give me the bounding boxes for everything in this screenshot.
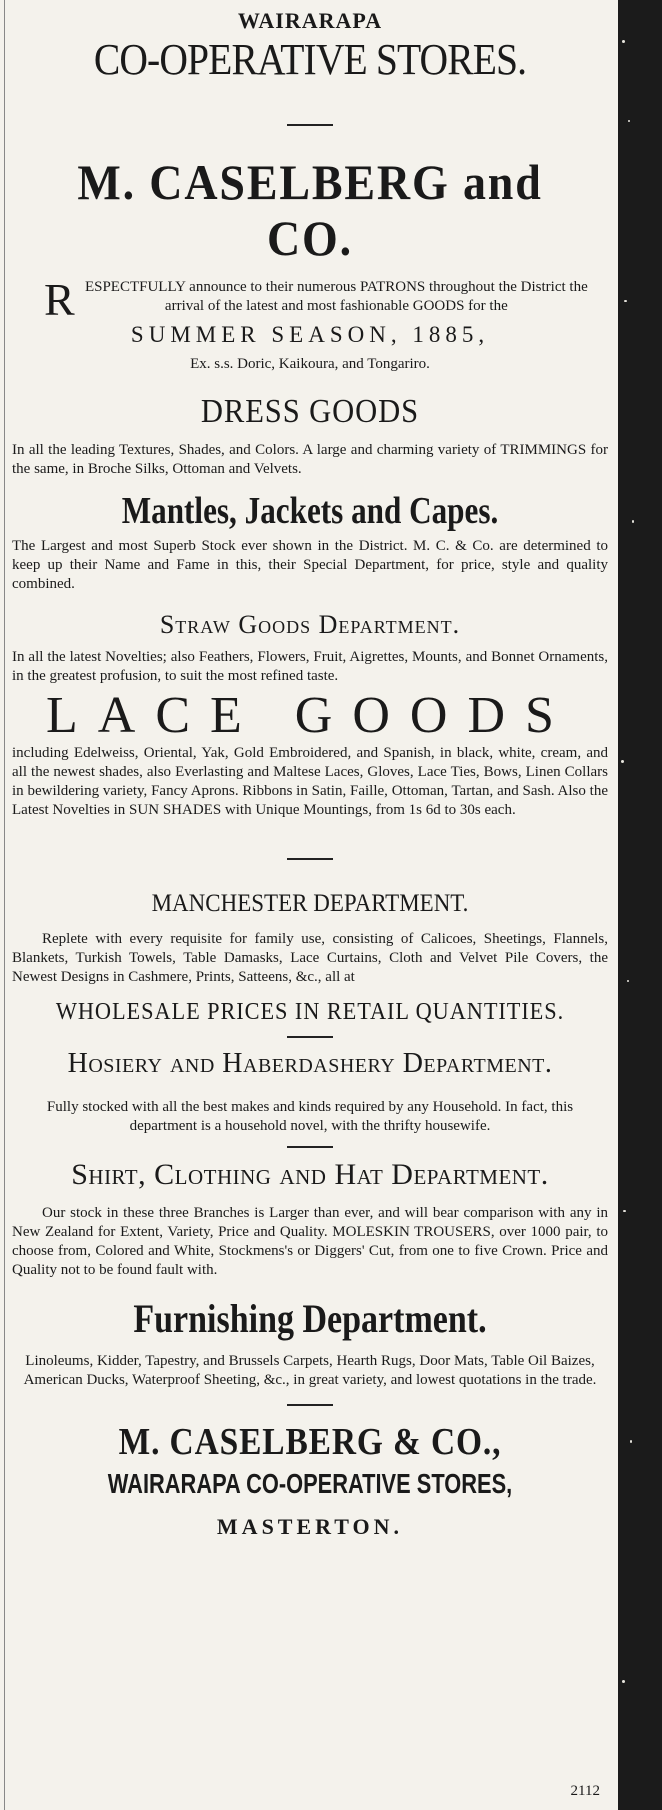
lace-heading: LACE GOODS (46, 687, 574, 744)
signature-town: MASTERTON. (216, 1514, 404, 1539)
season-line: SUMMER SEASON, 1885, (130, 322, 490, 347)
intro-paragraph (12, 274, 608, 325)
header-line1: WAIRARAPA (237, 8, 383, 33)
page-edge-scan-shadow (618, 0, 662, 1810)
divider (287, 124, 333, 126)
mantles-text: The Largest and most Superb Stock ever shown in the District. M. C. & Co. are determined to keep up their Name and Fame in this, their Special Department, for price, style and quality combined. (12, 538, 608, 592)
signature-firm: M. CASELBERG & CO., (118, 1421, 502, 1463)
shirt-text: Our stock in these three Branches is Larger than ever, and will bear comparison with any in New Zealand for Extent, Variety, Price and Quality. MOLESKIN TROUSERS, over 1000 pair, to choose from, Colored and White, Stockmens's or Diggers' Cut, from one to five Crown. Price and Quality not to be found fault with. (12, 1205, 608, 1278)
divider (287, 858, 333, 860)
ships-line: Ex. s.s. Doric, Kaikoura, and Tongariro. (190, 356, 430, 372)
divider (287, 1036, 333, 1038)
firm-name: M. CASELBERG and CO. (77, 154, 543, 266)
furnishing-text: Linoleums, Kidder, Tapestry, and Brussels Carpets, Hearth Rugs, Door Mats, Table Oil Baizes, American Ducks, Waterproof Sheeting, &c., in great variety, and lowest quotations in the trade. (23, 1353, 597, 1388)
lace-text: including Edelweiss, Oriental, Yak, Gold Embroidered, and Spanish, in black, white, cream, and all the newest shades, also Everlasting and Maltese Laces, Gloves, Lace Ties, Bows, Linen Collars in bewildering variety, Fancy Aprons. Ribbons in Satin, Faille, Ottoman, Tartan, and Sash. Also the Latest Novelties in SUN SHADES with Unique Mountings, from 1s 6d to 30s each. (12, 745, 608, 818)
drop-cap: R (44, 274, 75, 325)
dress-text: In all the leading Textures, Shades, and Colors. A large and charming variety of TRIMMINGS for the same, in Broche Silks, Ottoman and Velvets. (12, 442, 608, 477)
wholesale-heading: WHOLESALE PRICES IN RETAIL QUANTITIES. (55, 999, 565, 1025)
furnishing-heading: Furnishing Department. (133, 1296, 487, 1341)
manchester-text: Replete with every requisite for family use, consisting of Calicoes, Sheetings, Flannels, Blankets, Turkish Towels, Table Damasks, Lace Curtains, Cloth and Velvet Pile Covers, the Newest Designs in Cashmere, Prints, Satteens, &c., all at (12, 931, 608, 985)
mantles-heading: Mantles, Jackets and Capes. (121, 490, 499, 532)
reference-number: 2112 (570, 1783, 600, 1799)
header-line2: CO-OPERATIVE STORES. (93, 35, 527, 84)
divider (287, 1404, 333, 1406)
shirt-heading: Shirt, Clothing and Hat Department. (71, 1158, 549, 1191)
intro-text: ESPECTFULLY announce to their numerous PATRONS throughout the District the arrival of the latest and most fashionable GOODS for the (84, 279, 588, 314)
straw-text: In all the latest Novelties; also Feathers, Flowers, Fruit, Aigrettes, Mounts, and Bonnet Ornaments, in the greatest profusion, to suit the most refined taste. (12, 649, 608, 684)
hosiery-heading: Hosiery and Haberdashery Department. (67, 1048, 553, 1079)
dress-heading: DRESS GOODS (200, 393, 420, 430)
straw-heading: Straw Goods Department. (159, 610, 461, 639)
hosiery-text: Fully stocked with all the best makes and kinds required by any Household. In fact, this department is a household novel, with the thrifty housewife. (46, 1099, 574, 1134)
signature-stores: WAIRARAPA CO-OPERATIVE STORES, (107, 1468, 513, 1499)
manchester-heading: MANCHESTER DEPARTMENT. (151, 890, 469, 917)
divider (287, 1146, 333, 1148)
